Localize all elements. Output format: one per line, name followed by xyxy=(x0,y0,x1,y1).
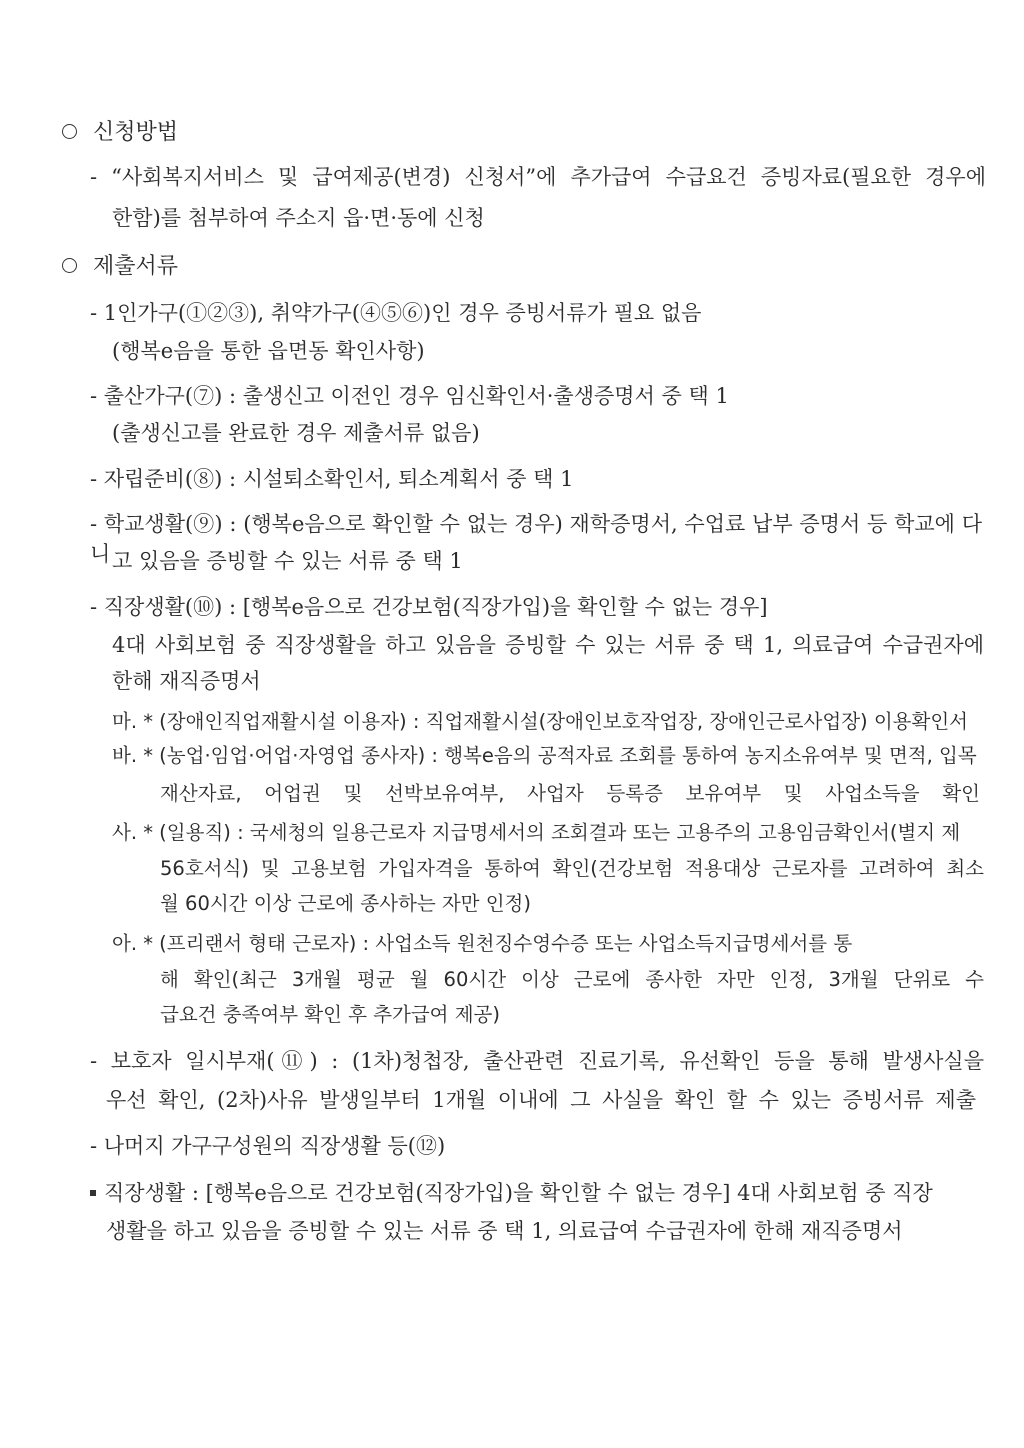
method-line-1: - “사회복지서비스 및 급여제공(변경) 신청서”에 추가급여 수급요건 증빙자료(필요한 경우에 xyxy=(90,165,986,189)
sub-item-sa-line-1: 사. * (일용직) : 국세청의 일용근로자 지급명세서의 조회결과 또는 고용주의 고용임금확인서(별지 제 xyxy=(112,821,961,844)
sub-item-a-line-3: 급요건 충족여부 확인 후 추가급여 제공) xyxy=(160,1003,500,1026)
guardian-line-2: 우선 확인, (2차)사유 발생일부터 1개월 이내에 그 사실을 확인 할 수 있는 증빙서류 제출 xyxy=(106,1088,976,1112)
doc-item-5-line-2: 4대 사회보험 중 직장생활을 하고 있음을 증빙할 수 있는 서류 중 택 1, 의료급여 수급권자에 xyxy=(112,633,984,657)
section-heading-method: 신청방법 xyxy=(62,118,178,148)
doc-item-2-line-2: (출생신고를 완료한 경우 제출서류 없음) xyxy=(112,421,480,445)
sub-item-ba-line-2: 재산자료, 어업권 및 선박보유여부, 사업자 등록증 보유여부 및 사업소득을 확인 xyxy=(160,782,980,805)
sub-item-sa-line-2: 56호서식) 및 고용보험 가입자격을 통하여 확인(건강보험 적용대상 근로자를 고려하여 최소 xyxy=(160,857,984,880)
guardian-line-1: - 보호자 일시부재(⑪) : (1차)청첩장, 출산관련 진료기록, 유선확인 등을 통해 발생사실을 xyxy=(90,1049,984,1073)
sub-item-ba-line-1: 바. * (농업·임업·어업·자영업 종사자) : 행복e음의 공적자료 조회를 통하여 농지소유여부 및 면적, 입목 xyxy=(112,744,977,767)
sub-item-sa-line-3: 월 60시간 이상 근로에 종사하는 자만 인정) xyxy=(160,892,532,915)
doc-item-2-line-1: - 출산가구(⑦) : 출생신고 이전인 경우 임신확인서·출생증명서 중 택 1 xyxy=(90,384,729,408)
others-line-1: - 나머지 가구구성원의 직장생활 등(⑫) xyxy=(90,1134,446,1158)
doc-item-1-line-2: (행복e음을 통한 읍면동 확인사항) xyxy=(112,339,425,363)
circle-bullet-icon xyxy=(62,258,77,273)
doc-item-3-line-1: - 자립준비(⑧) : 시설퇴소확인서, 퇴소계획서 중 택 1 xyxy=(90,467,574,491)
doc-item-5-line-3: 한해 재직증명서 xyxy=(112,669,261,693)
section-heading-documents: 제출서류 xyxy=(62,252,178,282)
doc-item-4-line-1: - 학교생활(⑨) : (행복e음으로 확인할 수 없는 경우) 재학증명서, 수업료 납부 증명서 등 학교에 다니 xyxy=(90,512,982,566)
workplace-note-line-1: 직장생활 : [행복e음으로 건강보험(직장가입)을 확인할 수 없는 경우] 4대 사회보험 중 직장 xyxy=(90,1178,984,1208)
square-bullet-icon xyxy=(90,1190,96,1196)
circle-bullet-icon xyxy=(62,124,77,139)
doc-item-5-line-1: - 직장생활(⑩) : [행복e음으로 건강보험(직장가입)을 확인할 수 없는 경우] xyxy=(90,595,768,619)
sub-item-ma-line-1: 마. * (장애인직업재활시설 이용자) : 직업재활시설(장애인보호작업장, 장애인근로사업장) 이용확인서 xyxy=(112,710,969,733)
sub-item-a-line-1: 아. * (프리랜서 형태 근로자) : 사업소득 원천징수영수증 또는 사업소득지급명세서를 통 xyxy=(112,932,853,955)
workplace-note-line-2: 생활을 하고 있음을 증빙할 수 있는 서류 중 택 1, 의료급여 수급권자에 한해 재직증명서 xyxy=(106,1219,903,1243)
sub-item-a-line-2: 해 확인(최근 3개월 평균 월 60시간 이상 근로에 종사한 자만 인정, 3개월 단위로 수 xyxy=(160,968,984,991)
doc-item-4-line-2: 고 있음을 증빙할 수 있는 서류 중 택 1 xyxy=(112,549,463,573)
doc-item-1-line-1: - 1인가구(①②③), 취약가구(④⑤⑥)인 경우 증빙서류가 필요 없음 xyxy=(90,301,702,325)
method-line-2: 한함)를 첨부하여 주소지 읍·면·동에 신청 xyxy=(112,206,485,230)
